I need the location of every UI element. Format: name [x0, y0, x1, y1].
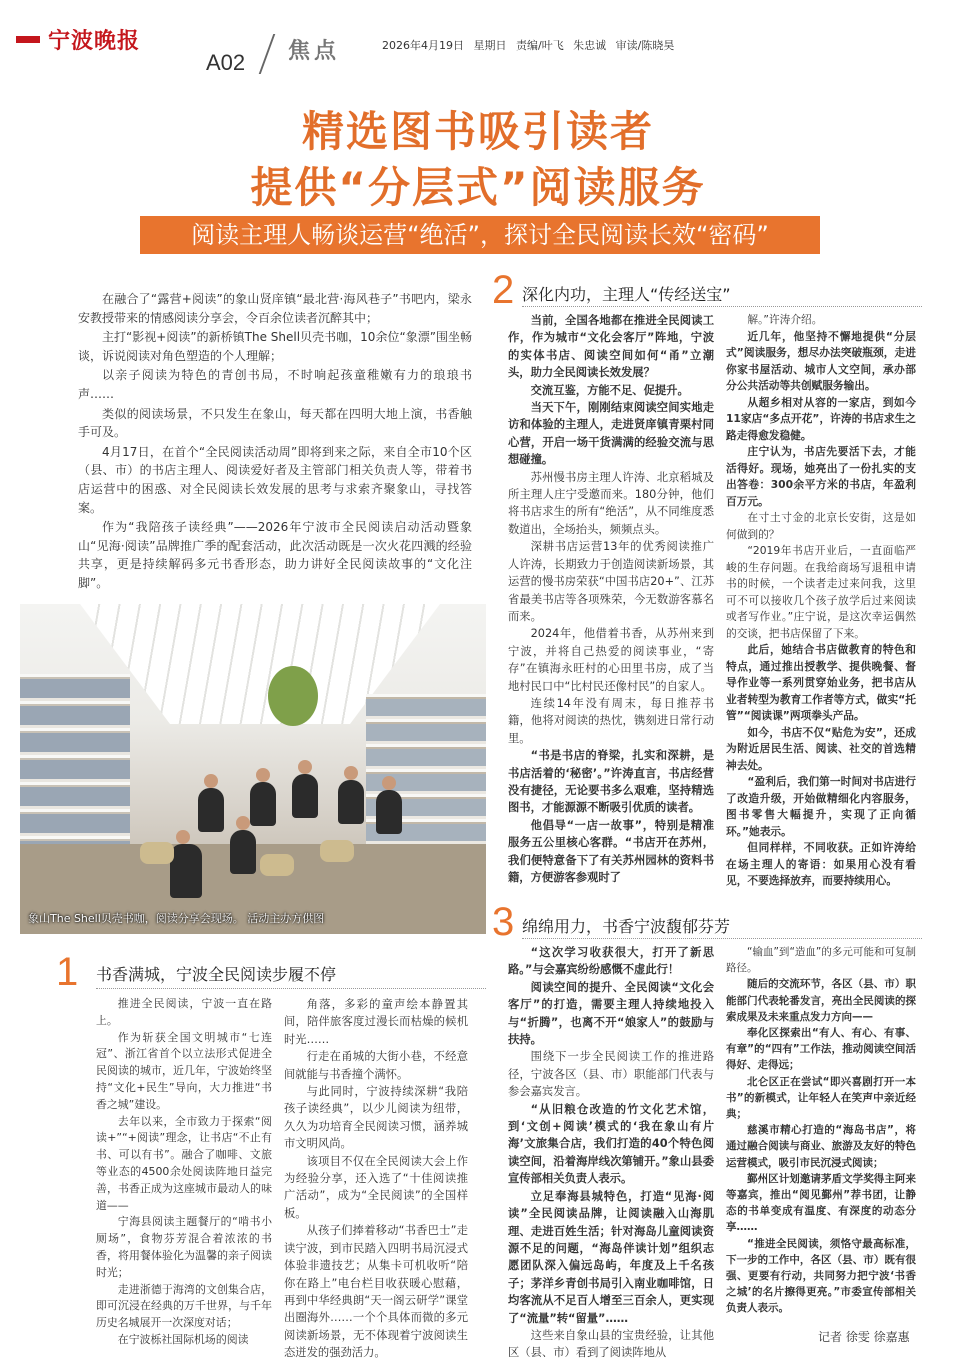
paragraph: 阅读空间的提升、全民阅读“文化会客厅”的打造，需要主理人持续地投入与“折腾”，也离不开“娘家人”的鼓励与扶持。: [508, 980, 714, 1047]
section-2-column-a: [508, 312, 714, 886]
headline: [0, 104, 956, 216]
paragraph: “2019年书店开业后，一直面临严峻的生存问题。在我给商场写退租申请书的时候，一个读者走过来问我，这里可不可以接收几个孩子放学后过来阅读或者写作业。”庄宁说，是这次幸运偶然的交谈，把书店保留了下来。: [726, 544, 916, 640]
lead-paragraph: 4月17日，在首个“全民阅读活动周”即将到来之际，来自全市10个区（县、市）的书店主理人、阅读爱好者及主管部门相关负责人等，带着书店运营中的困惑、对全民阅读长效发展的思考与求索齐聚象山，寻找答案。: [78, 444, 472, 515]
photo-person: [292, 774, 318, 818]
paragraph: 慈溪市精心打造的“海岛书店”，将通过融合阅读与商业、旅游及友好的特色运营模式，吸引市民沉浸式阅读；: [726, 1124, 916, 1169]
section-1-number: 1: [56, 950, 79, 994]
headline-line-1: 精选图书吸引读者: [301, 107, 654, 156]
paragraph: 如今，书店不仅“贴危为安”，还成为附近居民生活、阅读、社交的首选精神去处。: [726, 725, 916, 772]
paragraph: 与此同时，宁波持续深耕“我陪孩子读经典”，以少儿阅读为纽带，久久为功培育全民阅读习惯，涵养城市文明风尚。: [284, 1085, 468, 1151]
photo-stool: [260, 854, 294, 876]
paragraph: 但同样样，不同收获。正如许涛给在场主理人的寄语：如果用心没有看见，不要选择放弃，而要持续用心。: [726, 841, 916, 887]
lead-paragraph: 作为“我陪孩子读经典”——2026年宁波市全民阅读启动活动暨象山“见海·阅读”品牌推广季的配套活动，此次活动既是一次火花四溅的经验共享，更是持续解码多元书香形态，助力讲好全民阅读故事的“文化注脚”。: [78, 520, 472, 590]
section-1-rule: [96, 988, 486, 989]
paragraph: “从旧粮仓改造的竹文化艺术馆，到‘文创+阅读’模式的‘我在象山有片海’文旅集合店，我们打造的40个特色阅读空间，沿着海岸线次第铺开。”象山县委宣传部相关负责人表示。: [508, 1102, 714, 1186]
section-2-column-b: [726, 312, 916, 890]
photo-person: [338, 780, 364, 824]
paragraph: “书是书店的脊梁，扎实和深耕，是书店活着的‘秘密’。”许涛直言，书店经营没有捷径，无论要书多么艰难，坚持精选图书，才能源源不断吸引优质的读者。: [508, 749, 714, 815]
section-3-rule: [522, 938, 922, 939]
masthead-red-bar: [16, 36, 40, 43]
lead-text: [78, 290, 472, 594]
photo-stool: [140, 842, 174, 864]
paragraph: 角落，多彩的童声绘本静置其间，陪伴旅客度过漫长而枯燥的候机时光……: [284, 998, 468, 1046]
section-1-column-b: [284, 996, 468, 1362]
section-3-column-b: [726, 944, 916, 1317]
paragraph: 立足奉海县城特色，打造“见海·阅读”全民阅读品牌，让阅读融入山海肌理、走进百姓生活；针对海岛儿童阅读资源不足的问题，“海岛伴读计划”组织志愿团队深入偏远岛屿，年度及上千名孩子；茅洋乡青创书局引入南业咖啡馆，日均客流从不足百人增至三百余人，更实现了“流量”转“留量”……: [508, 1189, 714, 1325]
reporter-credit: 记者 徐雯 徐嘉惠: [818, 1330, 910, 1344]
paragraph: 解。”许涛介绍。: [747, 313, 823, 326]
paragraph: 此后，她结合书店做教育的特色和特点，通过推出授教学、提供晚餐、督导作业等一系列贯穿始业务，把书店从业者转型为教育工作者等方式，做实“托管”“阅读课”两项拳头产品。: [726, 643, 916, 722]
paragraph: 苏州慢书房主理人许涛、北京稻城及所主理人庄宁受邀而来。180分钟，他们将书店求生的所有“绝活”，从不同维度悉数道出，全场抬头，频频点头。: [508, 470, 714, 536]
section-1-column-a: [96, 996, 272, 1349]
section-name: 焦点: [288, 39, 341, 64]
issue-info: 2026年4月19日 星期日 责编/叶飞 朱忠诚 审读/陈晓昊: [382, 39, 675, 52]
section-2-rule: [522, 306, 922, 307]
paragraph: 2024年，他借着书香，从苏州来到宁波，并将自己热爱的阅读事业，“寄存”在镇海永旺村的心田里书房，成了当地村民口中“比村民还像村民”的自家人。: [508, 627, 714, 693]
lead-paragraph: 在融合了“露营+阅读”的象山贤庠镇“最北营·海风巷子”书吧内，梁永安教授带来的情感阅读分享会，令百余位读者沉醉其中；: [78, 292, 472, 325]
subheadline: 阅读主理人畅谈运营“绝活”，探讨全民阅读长效“密码”: [140, 216, 820, 254]
section-3-title: 绵绵用力，书香宁波馥郁芬芳: [522, 917, 731, 936]
lead-paragraph: 以亲子阅读为特色的青创书局，不时响起孩童稚嫩有力的琅琅书声……: [78, 368, 472, 401]
paragraph: 当天下午，刚刚结束阅读空间实地走访和体验的主理人，走进贤庠镇青栗村同心营，开启一场干货满满的经验交流与思想碰撞。: [508, 401, 714, 467]
paragraph: 围绕下一步全民阅读工作的推进路径，宁波各区（县、市）职能部门代表与参会嘉宾发言。: [508, 1050, 714, 1099]
paragraph: 当前，全国各地都在推进全民阅读工作，作为城市“文化会客厅”阵地，宁波的实体书店、阅读空间如何“甬”立潮头，助力全民阅读长效发展？: [508, 314, 714, 380]
page-number: A02: [206, 50, 246, 75]
photo-person: [250, 782, 276, 826]
section-2-title: 深化内功，主理人“传经送宝”: [522, 285, 731, 304]
paragraph: 在寸土寸金的北京长安街，这是如何做到的？: [726, 511, 916, 541]
paragraph: 北仑区正在尝试“即兴喜剧打开一本书”的新模式，让年轻人在笑声中亲近经典；: [726, 1075, 916, 1121]
paragraph: 近几年，他坚持不懈地提供“分层式”阅读服务，想尽办法突破瓶颈，走进你家书屋活动、城市人文空间，承办部分公共活动等共创赋服务输出。: [726, 329, 916, 392]
paragraph: 去年以来，全市致力于探索“阅读+”“+阅读”理念，让书店“不止有书、可以有书”。融合了咖啡、文旅等业态的4500余处阅读阵地日益完善，书香正成为这座城市最动人的味道——: [96, 1114, 272, 1212]
paragraph: 深耕书店运营13年的优秀阅读推广人许涛，长期致力于创造阅读新场景，其运营的慢书房荣获“中国书店20+”、江苏省最美书店等各项殊荣，今无数游客慕名而来。: [508, 540, 714, 623]
paragraph: “推进全民阅读，须恪守最高标准，下一步的工作中，各区（县、市）既有很强、更要有行动，共同努力把宁波‘书香之城’的名片擦得更亮。”市委宣传部相关负责人表示。: [726, 1237, 916, 1315]
paragraph: 在宁波栎社国际机场的阅读: [117, 1332, 249, 1346]
lead-paragraph: 类似的阅读场景，不只发生在象山，每天都在四明大地上演，书香触手可及。: [78, 406, 472, 440]
paragraph: 作为斩获全国文明城市“七连冠”、浙江省首个以立法形式促进全民阅读的城市，近几年，宁波始终坚持“文化+民生”导向，大力推进“书香之城”建设。: [96, 1030, 272, 1111]
masthead: [0, 0, 956, 80]
paragraph: 从超乡相对从容的一家店，到如今11家店“多点开花”，许涛的书店求生之路走得愈发稳健。: [726, 395, 916, 442]
paragraph: “这次学习收获很大，打开了新思路。”与会嘉宾纷纷感慨不虚此行！: [508, 946, 714, 977]
photo-person: [170, 844, 202, 898]
paragraph: 交流互鉴，方能不足、促提升。: [530, 383, 689, 397]
paragraph: 庄宁认为，书店先要活下去，才能活得好。现场，她亮出了一份扎实的支出答卷：300余平方米的书店，年盈利百万元。: [726, 445, 916, 508]
section-2-number: 2: [492, 268, 515, 312]
section-1-title: 书香满城，宁波全民阅读步履不停: [96, 965, 337, 984]
paragraph: 宁海县阅读主题餐厅的“啃书小厕场”，食物芬芳混合着浓浓的书香，将用餐体验化为温馨的亲子阅读时光；: [96, 1215, 272, 1279]
photo-person: [198, 788, 224, 832]
paragraph: 他倡导“一店一故事”，特别是精准服务五公里核心客群。“书店开在苏州，我们便特意备下了有关苏州园林的资料书籍，方便游客参观时了: [508, 818, 714, 884]
photo-person: [376, 790, 402, 834]
paragraph: 这些来自象山县的宝贵经验，让其他区（县、市）看到了阅读阵地从: [508, 1328, 714, 1360]
paragraph: “盈利后，我们第一时间对书店进行了改造升级，开始做精细化内容服务，图书零售大幅提升，实现了正向循环。”她表示。: [726, 775, 916, 838]
section-3-column-a: [508, 944, 714, 1362]
event-photo: [20, 604, 486, 934]
photo-plant: [268, 666, 318, 726]
headline-line-2: 提供“分层式”阅读服务: [250, 163, 706, 212]
page-divider: [259, 34, 290, 74]
paragraph: “输血”到“造血”的多元可能和可复制路径。: [726, 946, 916, 975]
paragraph: 走进浙德于海湾的文创集合店，即可沉浸在经典的万千世界，与千年历史名城展开一次深度对话；: [96, 1282, 272, 1330]
paragraph: 推进全民阅读，宁波一直在路上。: [96, 997, 272, 1027]
paragraph: 该项目不仅在全民阅读大会上作为经验分享，还入选了“十佳阅读推广活动”，成为“全民阅读”的全国样板。: [284, 1154, 468, 1220]
paragraph: 连续14年没有周末，每日推荐书籍，他将对阅读的热忱，镌刻进日常行动里。: [508, 696, 714, 745]
paragraph: 奉化区探索出“有人、有心、有事、有章”的“四有”工作法，推动阅读空间活得好、走得远；: [726, 1027, 916, 1072]
paper-name: 宁波晚报: [48, 28, 141, 54]
paragraph: 从孩子们捧着移动“书香巴士”走读宁波，到市民踏入四明书局沉浸式体验非遗技艺；从集卡可机收听“陪你在路上”电台栏目收获暖心慰藉，再到中华经典朗“天一阁云研学”课堂出圈海外……一个个具体而微的多元阅读新场景，无不体现着宁波阅读生态迸发的强劲活力。: [284, 1224, 468, 1360]
lead-paragraph: 主打“影视+阅读”的新桥镇The Shell贝壳书咖，10余位“象漂”围坐畅谈，诉说阅读对角色塑造的个人理解；: [78, 330, 472, 363]
section-3-number: 3: [492, 900, 515, 944]
paragraph: 随后的交流环节，各区（县、市）职能部门代表轮番发言，亮出全民阅读的探索成果及未来重点发力方向——: [726, 978, 916, 1023]
photo-caption: 象山The Shell贝壳书咖，阅读分享会现场。 活动主办方供图: [28, 912, 325, 925]
photo-person: [230, 830, 256, 874]
photo-stool: [320, 840, 354, 862]
paragraph: 行走在甬城的大街小巷，不经意间就能与书香撞个满怀。: [284, 1050, 468, 1081]
paragraph: 鄞州区计划邀请茅盾文学奖得主阿来等嘉宾，推出“阅见鄞州”荐书团，让静态的书单变成有温度、有深度的动态分享……: [726, 1172, 916, 1234]
